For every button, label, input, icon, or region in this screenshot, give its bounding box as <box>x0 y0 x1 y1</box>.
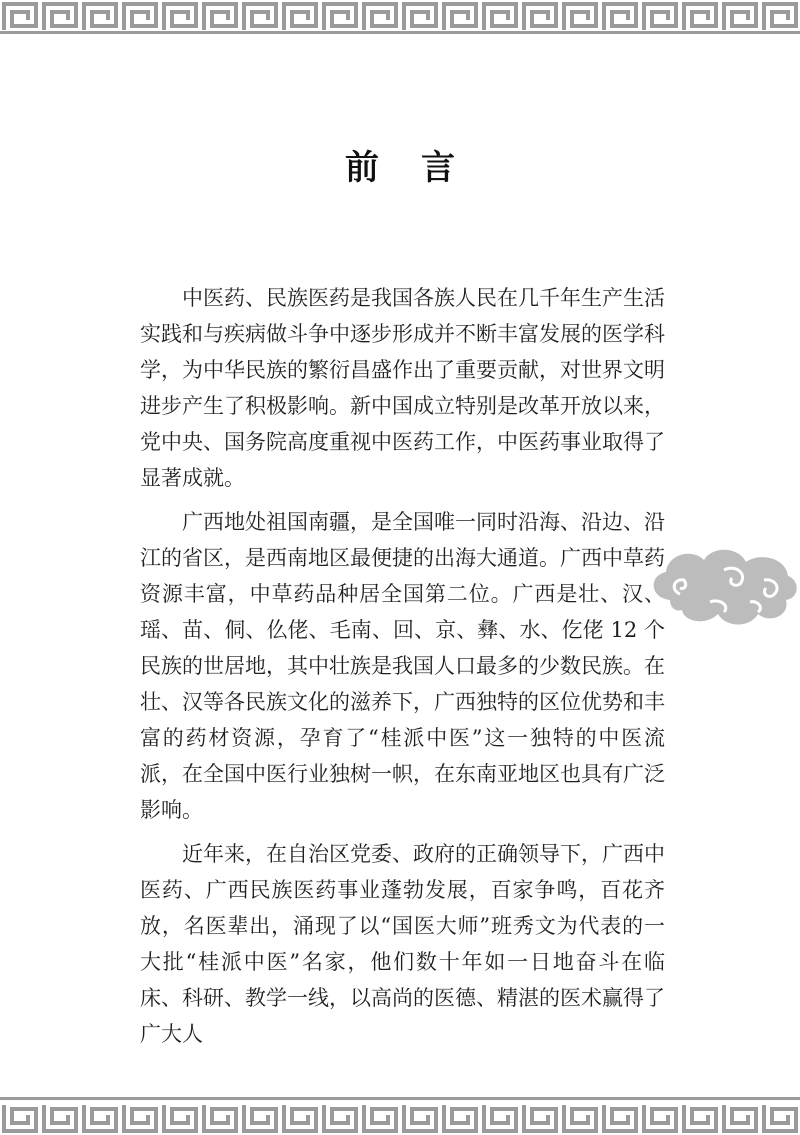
paragraph-3: 近年来，在自治区党委、政府的正确领导下，广西中医药、广西民族医药事业蓬勃发展，百家争鸣，百花齐放，名医辈出，涌现了以“国医大师”班秀文为代表的一大批“桂派中医”名家，他们数十年如一日地奋斗在临床、科研、教学一线，以高尚的医德、精湛的医术赢得了广大人 <box>140 842 665 1046</box>
fret-border-bottom <box>0 1097 800 1135</box>
fret-border-top <box>0 0 800 34</box>
body-text <box>140 280 665 1060</box>
paragraph-2: 广西地处祖国南疆，是全国唯一同时沿海、沿边、沿江的省区，是西南地区最便捷的出海大通道。广西中草药资源丰富，中草药品种居全国第二位。广西是壮、汉、瑶、苗、侗、仫佬、毛南、回、京、彝、水、仡佬 12 个民族的世居地，其中壮族是我国人口最多的少数民族。在壮、汉等各民族文化的滋养下，广西独特的区位优势和丰富的药材资源，孕育了“桂派中医”这一独特的中医流派，在全国中医行业独树一帜，在东南亚地区也具有广泛影响。 <box>140 510 665 822</box>
page-title: 前言 <box>345 148 497 188</box>
paragraph-1: 中医药、民族医药是我国各族人民在几千年生产生活实践和与疾病做斗争中逐步形成并不断丰富发展的医学科学，为中华民族的繁衍昌盛作出了重要贡献，对世界文明进步产生了积极影响。新中国成立特别是改革开放以来，党中央、国务院高度重视中医药工作，中医药事业取得了显著成就。 <box>140 286 665 490</box>
